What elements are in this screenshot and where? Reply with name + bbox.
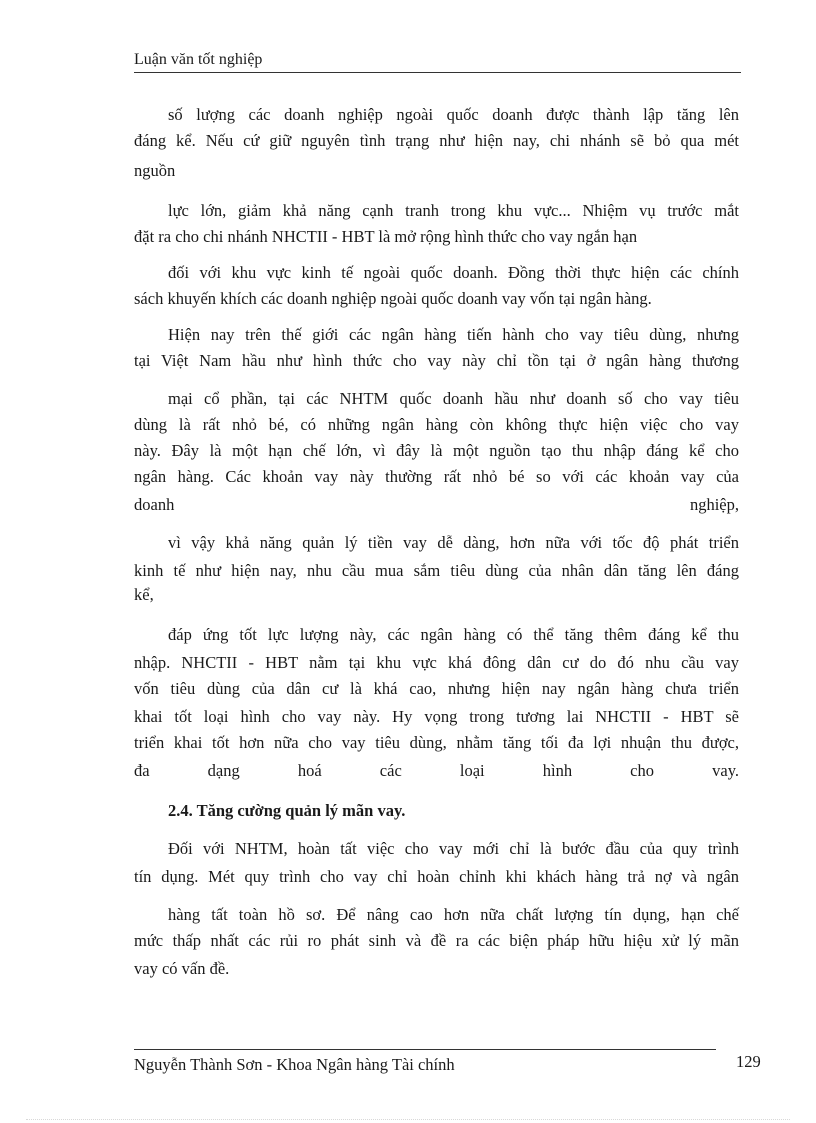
text-line: đặt ra cho chi nhánh NHCTII - HBT là mở rộng hình thức cho vay ngắn hạn — [134, 227, 638, 246]
text-line: vay có vấn đề. — [134, 959, 230, 978]
text-line: Đối với NHTM, hoàn tất việc cho vay mới chỉ là bước đầu của quy trình — [168, 839, 739, 858]
text-line: sách khuyến khích các doanh nghiệp ngoài quốc doanh vay vốn tại ngân hàng. — [134, 289, 652, 308]
text-line: đáp ứng tốt lực lượng này, các ngân hàng có thể tăng thêm đáng kể thu — [168, 625, 739, 644]
text-line: mức thấp nhất các rủi ro phát sinh và đề ra các biện pháp hữu hiệu xử lý mãn — [134, 931, 739, 950]
text-line: tại Việt Nam hầu như hình thức cho vay này chỉ tồn tại ở ngân hàng thương — [134, 351, 739, 370]
text-line: kể, — [134, 585, 154, 604]
page-edge-divider — [26, 1119, 790, 1120]
text-line: doanh nghiệp, — [134, 495, 739, 514]
text-line: kinh tế như hiện nay, nhu cầu mua sắm tiêu dùng của nhân dân tăng lên đáng — [134, 561, 739, 580]
footer-divider — [134, 1049, 716, 1050]
document-title: Luận văn tốt nghiệp — [134, 51, 263, 68]
page-number: 129 — [736, 1052, 761, 1071]
section-heading: 2.4. Tăng cường quản lý mãn vay. — [168, 801, 406, 820]
text-line: này. Đây là một hạn chế lớn, vì đây là một nguồn tạo thu nhập đáng kể cho — [134, 441, 739, 460]
text-line: số lượng các doanh nghiệp ngoài quốc doanh được thành lập tăng lên — [168, 105, 739, 124]
text-line: vì vậy khả năng quản lý tiền vay dễ dàng, hơn nữa với tốc độ phát triển — [168, 533, 739, 552]
text-line: mại cổ phần, tại các NHTM quốc doanh hầu như doanh số cho vay tiêu — [168, 389, 739, 408]
text-line: đối với khu vực kinh tế ngoài quốc doanh. Đồng thời thực hiện các chính — [168, 263, 739, 282]
text-line: khai tốt loại hình cho vay này. Hy vọng trong tương lai NHCTII - HBT sẽ — [134, 707, 739, 726]
footer-author: Nguyễn Thành Sơn - Khoa Ngân hàng Tài chính — [134, 1055, 455, 1074]
text-line: đáng kể. Nếu cứ giữ nguyên tình trạng như hiện nay, chi nhánh sẽ bỏ qua mét — [134, 131, 739, 150]
text-line: hàng tất toàn hồ sơ. Để nâng cao hơn nữa chất lượng tín dụng, hạn chế — [168, 905, 739, 924]
text-line: lực lớn, giảm khả năng cạnh tranh trong khu vực... Nhiệm vụ trước mắt — [168, 201, 739, 220]
text-line: Hiện nay trên thế giới các ngân hàng tiến hành cho vay tiêu dùng, nhưng — [168, 325, 739, 344]
text-line: nhập. NHCTII - HBT nằm tại khu vực khá đông dân cư do đó nhu cầu vay — [134, 653, 739, 672]
running-header — [134, 50, 741, 73]
text-line: dùng là rất nhỏ bé, có những ngân hàng còn không thực hiện việc cho vay — [134, 415, 739, 434]
text-line: triển khai tốt hơn nữa cho vay tiêu dùng, nhằm tăng tối đa lợi nhuận thu được, — [134, 733, 739, 752]
text-line: nguồn — [134, 161, 176, 180]
text-line: tín dụng. Mét quy trình cho vay chỉ hoàn chỉnh khi khách hàng trả nợ và ngân — [134, 867, 739, 886]
text-line: ngân hàng. Các khoản vay này thường rất nhỏ bé so với các khoản vay của — [134, 467, 739, 486]
text-line: vốn tiêu dùng của dân cư là khá cao, nhưng hiện nay ngân hàng chưa triển — [134, 679, 739, 698]
text-line: đa dạng hoá các loại hình cho vay. — [134, 761, 739, 780]
